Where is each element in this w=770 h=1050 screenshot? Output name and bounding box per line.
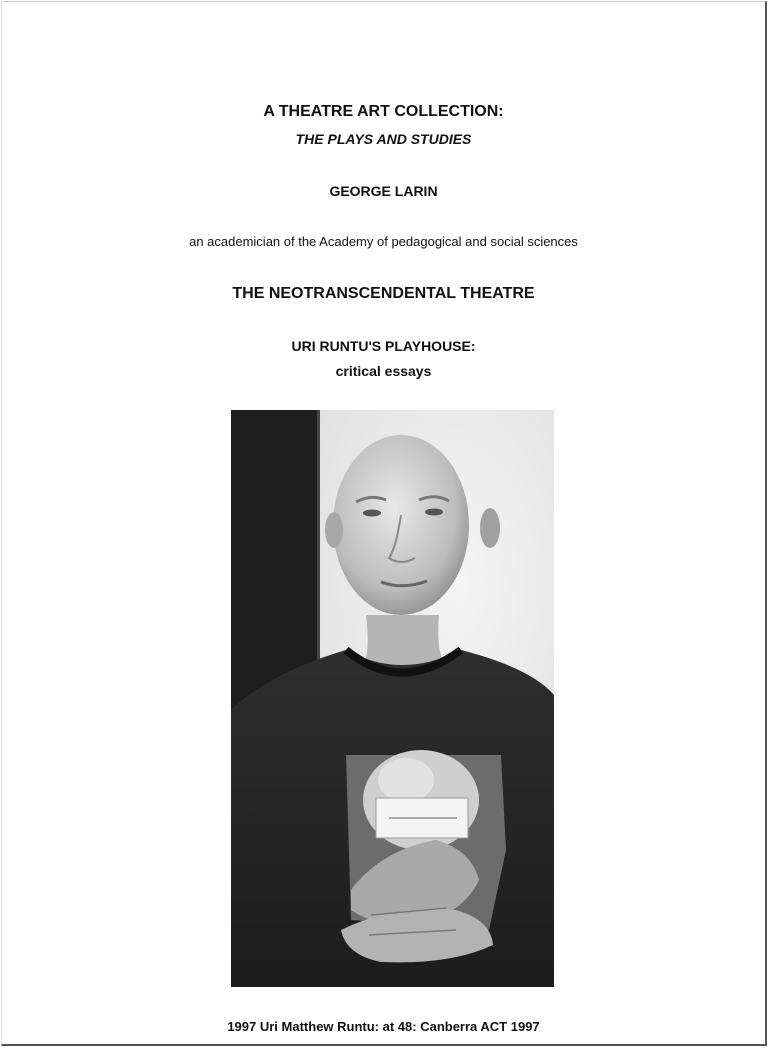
footer-caption: 1997 Uri Matthew Runtu: at 48: Canberra ACT 1997 (227, 1019, 540, 1034)
title-page (1, 1, 767, 1046)
author-name: GEORGE LARIN (329, 183, 438, 199)
book-title: THE NEOTRANSCENDENTAL THEATRE (232, 285, 535, 302)
collection-heading: A THEATRE ART COLLECTION: (263, 103, 504, 120)
book-subtitle: URI RUNTU'S PLAYHOUSE: (291, 338, 476, 354)
author-portrait (231, 410, 554, 987)
book-subtitle-sub: critical essays (335, 363, 432, 379)
collection-subheading: THE PLAYS AND STUDIES (295, 131, 472, 147)
author-affiliation: an academician of the Academy of pedagogical and social sciences (189, 234, 578, 249)
